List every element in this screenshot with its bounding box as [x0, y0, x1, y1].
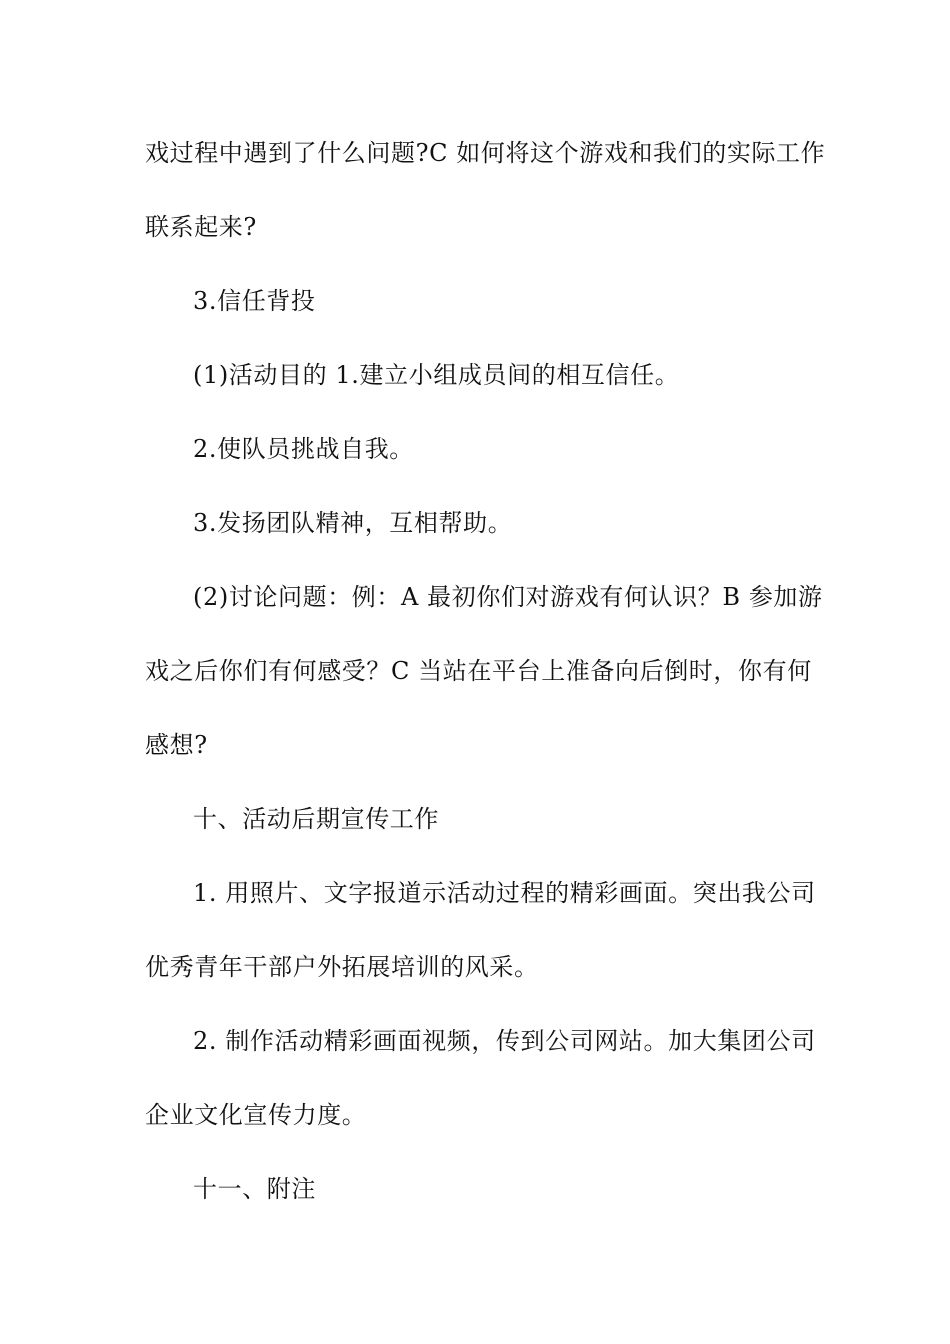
text-line: 2. 制作活动精彩画面视频，传到公司网站。加大集团公司: [193, 1027, 816, 1055]
text-line: 企业文化宣传力度。: [145, 1101, 367, 1129]
text-line: (1)活动目的 1.建立小组成员间的相互信任。: [193, 361, 680, 389]
text-line: 1. 用照片、文字报道示活动过程的精彩画面。突出我公司: [193, 879, 816, 907]
text-line: 感想?: [145, 731, 208, 759]
text-line: 戏之后你们有何感受？C 当站在平台上准备向后倒时，你有何: [145, 657, 812, 685]
text-line: 2.使队员挑战自我。: [193, 435, 414, 463]
section-heading-publicity: 十、活动后期宣传工作: [193, 805, 439, 833]
text-line: 戏过程中遇到了什么问题?C 如何将这个游戏和我们的实际工作: [145, 139, 826, 167]
text-line: 优秀青年干部户外拓展培训的风采。: [145, 953, 539, 981]
document-body: [145, 122, 826, 1232]
text-line: 联系起来?: [145, 213, 257, 241]
section-heading-trust-fall: 3.信任背投: [193, 287, 316, 315]
section-heading-notes: 十一、附注: [193, 1175, 316, 1203]
text-line: 3.发扬团队精神，互相帮助。: [193, 509, 513, 537]
text-line: (2)讨论问题：例：A 最初你们对游戏有何认识？B 参加游: [193, 583, 823, 611]
